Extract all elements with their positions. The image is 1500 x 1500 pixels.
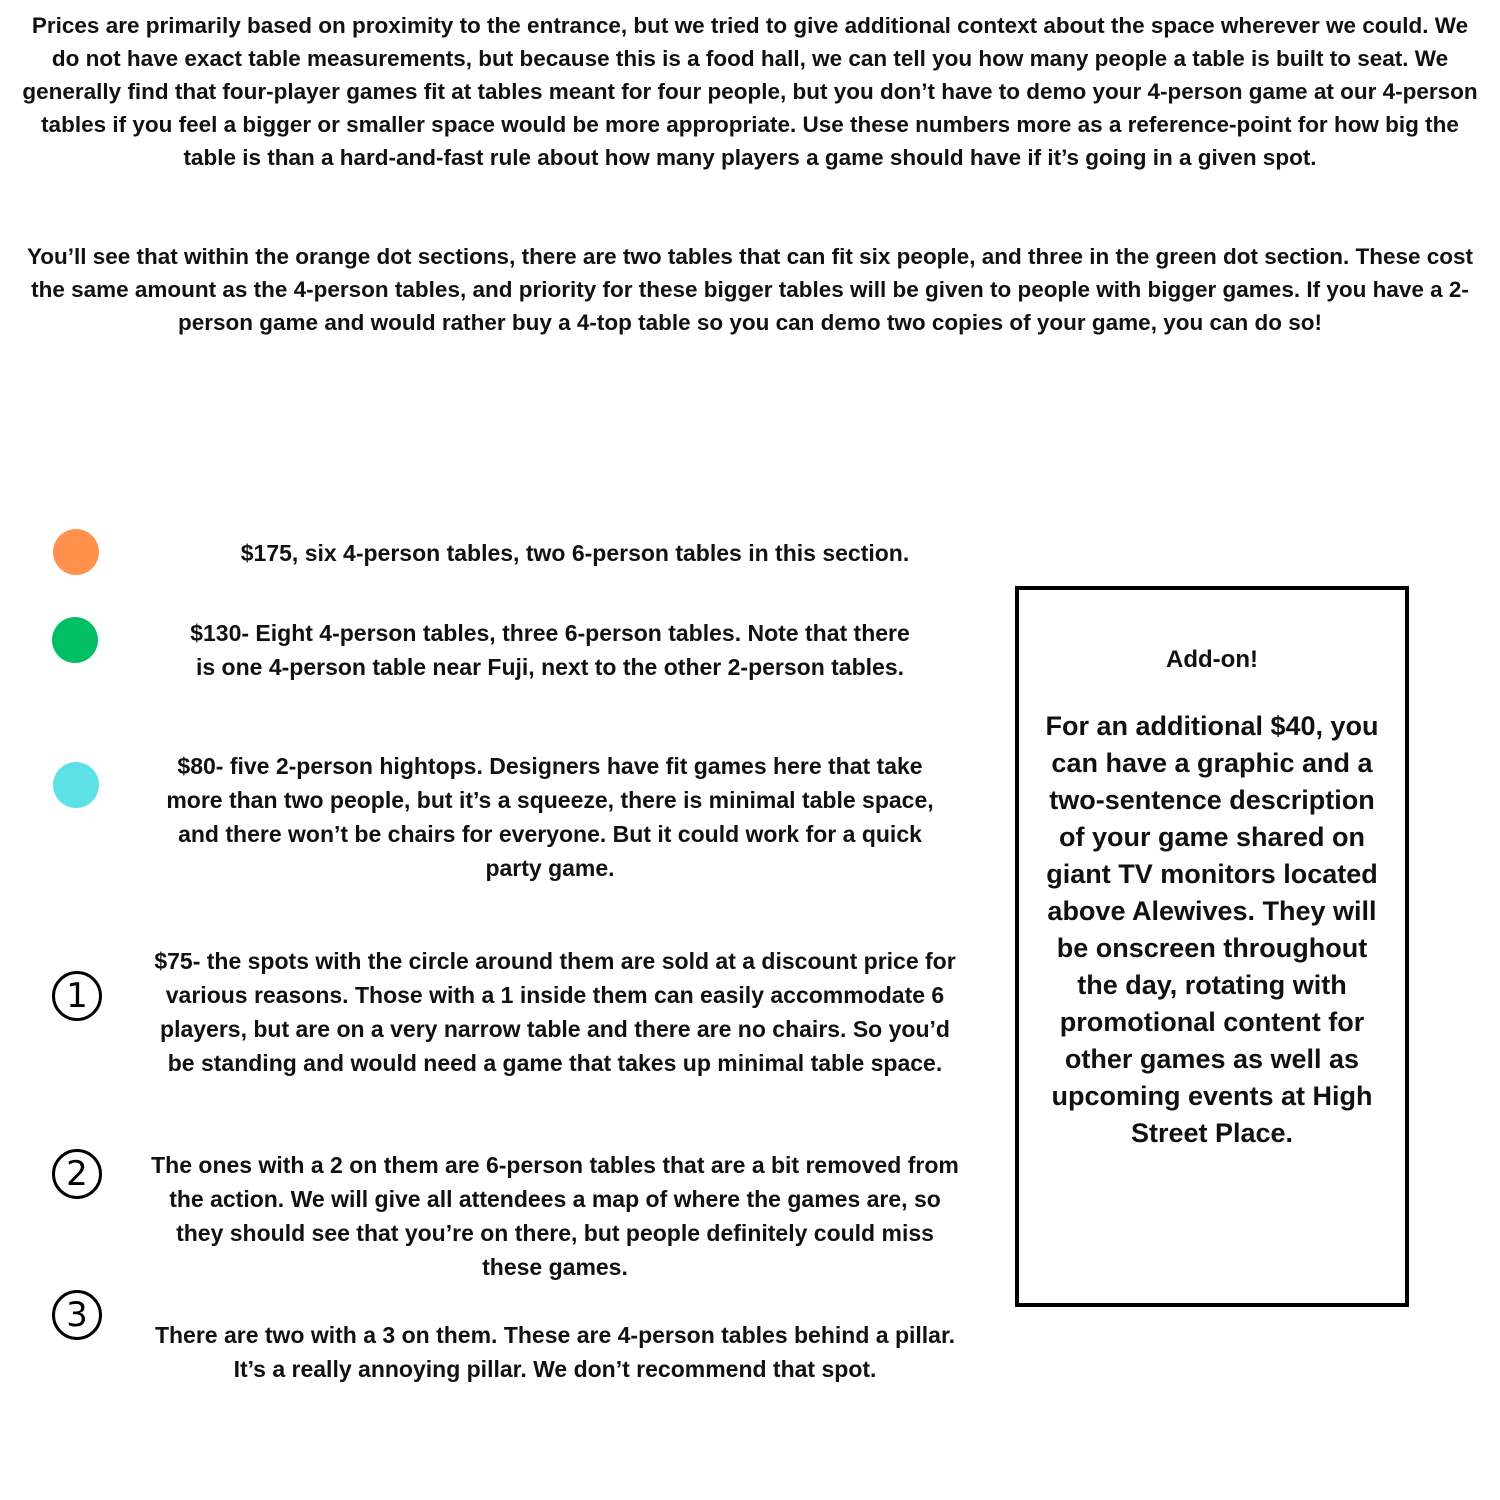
orange-dot-icon — [53, 529, 99, 575]
cyan-section-description: $80- five 2-person hightops. Designers have fit games here that take more than two people, but it’s a squeeze, there is minimal table space, and there won’t be chairs for everyone. But it could work for a quick party game. — [166, 753, 934, 881]
circled-number-1-icon: 1 — [52, 971, 102, 1021]
orange-section-description: $175, six 4-person tables, two 6-person tables in this section. — [240, 540, 910, 566]
addon-title: Add-on! — [1166, 646, 1258, 673]
circled-number-2-icon: 2 — [52, 1149, 102, 1199]
circle-1-description: $75- the spots with the circle around them are sold at a discount price for various reasons. Those with a 1 inside them can easily accommodate 6 players, but are on a very narrow table and there are no chairs. So you’d be standing and would need a game that takes up minimal table space. — [154, 948, 956, 1076]
green-section-description: $130- Eight 4-person tables, three 6-person tables. Note that there is one 4-person table near Fuji, next to the other 2-person tables. — [190, 620, 910, 680]
green-dot-icon — [52, 617, 98, 663]
circle-2-description: The ones with a 2 on them are 6-person tables that are a bit removed from the action. We will give all attendees a map of where the games are, so they should see that you’re on there, but people definitely could miss these games. — [151, 1152, 959, 1280]
intro-paragraph-pricing: Prices are primarily based on proximity to the entrance, but we tried to give additional context about the space wherever we could. We do not have exact table measurements, but because this is a food hall, we can tell you how many people a table is built to seat. We generally find that four-player games fit at tables meant for four people, but you don’t have to demo your 4-person game at our 4-person tables if you feel a bigger or smaller space would be more appropriate. Use these numbers more as a reference-point for how big the table is than a hard-and-fast rule about how many players a game should have if it’s going in a given spot. — [22, 13, 1478, 170]
intro-paragraph-table-sizes: You’ll see that within the orange dot sections, there are two tables that can fit six people, and three in the green dot section. These cost the same amount as the 4-person tables, and priority for these bigger tables will be given to people with bigger games. If you have a 2-person game and would rather buy a 4-top table so you can demo two copies of your game, you can do so! — [26, 244, 1474, 335]
addon-box — [1015, 586, 1409, 1307]
circle-3-description: There are two with a 3 on them. These are 4-person tables behind a pillar. It’s a really annoying pillar. We don’t recommend that spot. — [154, 1322, 956, 1382]
addon-description: For an additional $40, you can have a graphic and a two-sentence description of your game shared on giant TV monitors located above Alewives. They will be onscreen throughout the day, rotating with promotional content for other games as well as upcoming events at High Street Place. — [1045, 711, 1379, 1148]
cyan-dot-icon — [53, 762, 99, 808]
circled-number-3-icon: 3 — [52, 1290, 102, 1340]
